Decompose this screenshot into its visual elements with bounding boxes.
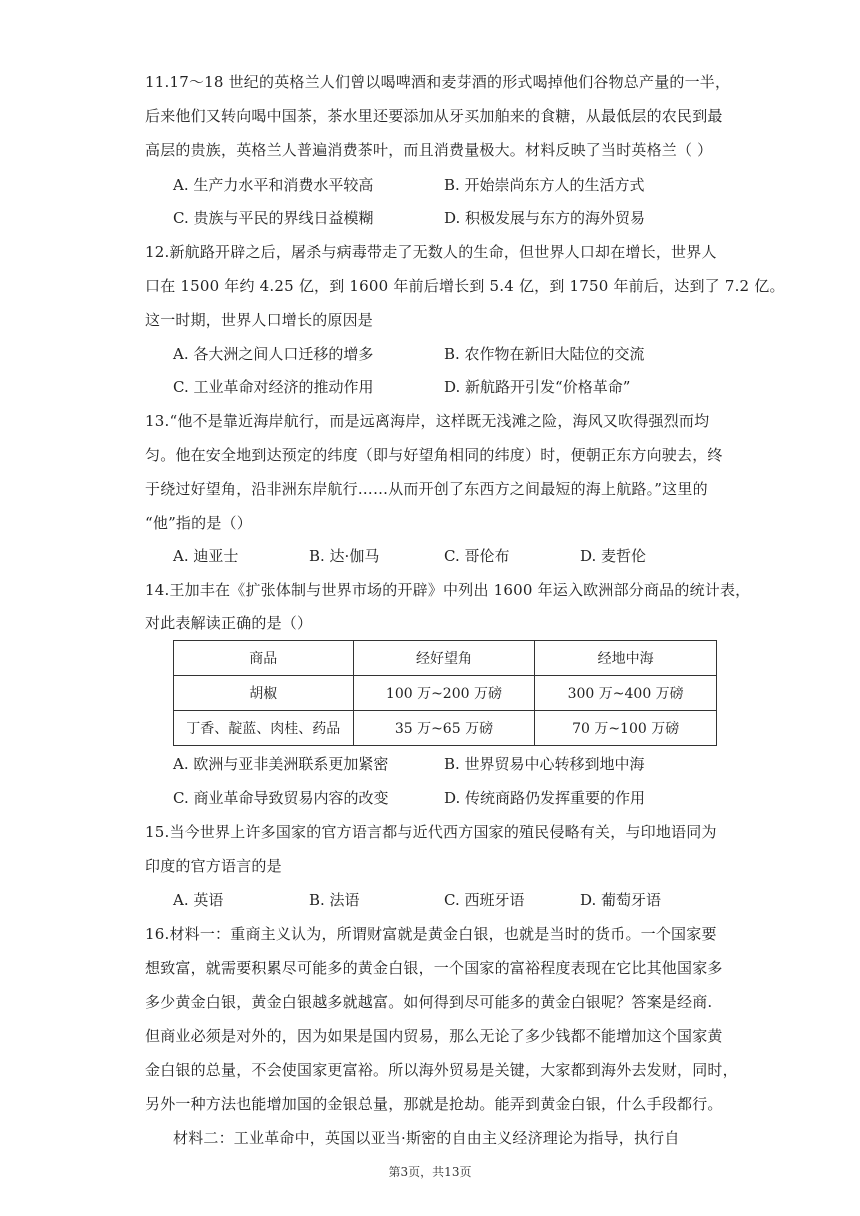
option-a: A. 生产力水平和消费水平较高 bbox=[173, 176, 374, 194]
option-c: C. 西班牙语 bbox=[444, 891, 525, 909]
table-header-cell: 商品 bbox=[174, 641, 354, 676]
table-cell: 丁香、靛蓝、肉桂、药品 bbox=[174, 711, 354, 746]
question-text-line: 高层的贵族，英格兰人普遍消费茶叶，而且消费量极大。材料反映了当时英格兰（ ） bbox=[145, 141, 713, 159]
table-header-row bbox=[174, 641, 717, 676]
table-cell: 胡椒 bbox=[174, 676, 354, 711]
question-text-line: 金白银的总量，不会使国家更富裕。所以海外贸易是关键，大家都到海外去发财，同时， bbox=[145, 1061, 738, 1079]
option-a: A. 各大洲之间人口迁移的增多 bbox=[173, 345, 374, 363]
option-d: D. 新航路开引发“价格革命” bbox=[444, 378, 631, 396]
question-text-line: 另外一种方法也能增加国的金银总量，那就是抢劫。能弄到黄金白银，什么手段都行。 bbox=[145, 1095, 723, 1113]
table-cell: 100 万~200 万磅 bbox=[353, 676, 535, 711]
option-b: B. 达·伽马 bbox=[309, 547, 380, 565]
table-cell: 35 万~65 万磅 bbox=[353, 711, 535, 746]
table-cell: 70 万~100 万磅 bbox=[535, 711, 717, 746]
question-text-line: 于绕过好望角，沿非洲东岸航行……从而开创了东西方之间最短的海上航路。”这里的 bbox=[145, 480, 708, 498]
question-text-line: 13.“他不是靠近海岸航行，而是远离海岸，这样既无浅滩之险，海风又吹得强烈而均 bbox=[145, 412, 710, 430]
question-text-line: 口在 1500 年约 4.25 亿，到 1600 年前后增长到 5.4 亿，到 1750 年前后，达到了 7.2 亿。 bbox=[145, 277, 785, 295]
option-c: C. 哥伦布 bbox=[444, 547, 510, 565]
table-row bbox=[174, 676, 717, 711]
question-text-line: 想致富，就需要积累尽可能多的黄金白银，一个国家的富裕程度表现在它比其他国家多 bbox=[145, 959, 723, 977]
option-d: D. 积极发展与东方的海外贸易 bbox=[444, 209, 646, 227]
option-c: C. 工业革命对经济的推动作用 bbox=[173, 378, 374, 396]
question-text-line: “他”指的是（） bbox=[145, 514, 252, 532]
option-b: B. 农作物在新旧大陆位的交流 bbox=[444, 345, 645, 363]
question-text-line: 14.王加丰在《扩张体制与世界市场的开辟》中列出 1600 年运入欧洲部分商品的统计表， bbox=[145, 581, 751, 599]
option-b: B. 法语 bbox=[309, 891, 360, 909]
option-d: D. 麦哲伦 bbox=[580, 547, 647, 565]
option-b: B. 开始崇尚东方人的生活方式 bbox=[444, 176, 645, 194]
question-text-line: 匀。他在安全地到达预定的纬度（即与好望角相同的纬度）时，便朝正东方向驶去，终 bbox=[145, 446, 723, 464]
option-a: A. 迪亚士 bbox=[173, 547, 239, 565]
question-text-line: 但商业必须是对外的，因为如果是国内贸易，那么无论了多少钱都不能增加这个国家黄 bbox=[145, 1027, 723, 1045]
table-cell: 300 万~400 万磅 bbox=[535, 676, 717, 711]
question-text-line: 多少黄金白银，黄金白银越多就越富。如何得到尽可能多的黄金白银呢？答案是经商. bbox=[145, 993, 713, 1011]
question-text-line: 对此表解读正确的是（） bbox=[145, 614, 313, 632]
option-c: C. 贵族与平民的界线日益模糊 bbox=[173, 209, 374, 227]
question-text-line: 12.新航路开辟之后，屠杀与病毒带走了无数人的生命，但世界人口却在增长，世界人 bbox=[145, 243, 717, 261]
question-text-line: 后来他们又转向喝中国茶，茶水里还要添加从牙买加舶来的食糖，从最低层的农民到最 bbox=[145, 107, 723, 125]
table-row bbox=[174, 711, 717, 746]
table-header-cell: 经地中海 bbox=[535, 641, 717, 676]
commodity-statistics-table bbox=[173, 640, 717, 746]
option-a: A. 欧洲与亚非美洲联系更加紧密 bbox=[173, 755, 389, 773]
table-header-cell: 经好望角 bbox=[353, 641, 535, 676]
option-b: B. 世界贸易中心转移到地中海 bbox=[444, 755, 645, 773]
question-text-line: 11.17～18 世纪的英格兰人们曾以喝啤酒和麦芽酒的形式喝掉他们谷物总产量的一半， bbox=[145, 73, 731, 91]
option-d: D. 葡萄牙语 bbox=[580, 891, 662, 909]
question-text-line: 印度的官方语言的是 bbox=[145, 857, 282, 875]
option-c: C. 商业革命导致贸易内容的改变 bbox=[173, 789, 389, 807]
question-text-line: 15.当今世界上许多国家的官方语言都与近代西方国家的殖民侵略有关，与印地语同为 bbox=[145, 823, 717, 841]
option-a: A. 英语 bbox=[173, 891, 224, 909]
page-footer: 第3页，共13页 bbox=[388, 1165, 472, 1179]
question-text-line: 这一时期，世界人口增长的原因是 bbox=[145, 311, 374, 329]
option-d: D. 传统商路仍发挥重要的作用 bbox=[444, 789, 646, 807]
question-text-line: 材料二：工业革命中，英国以亚当·斯密的自由主义经济理论为指导，执行自 bbox=[173, 1129, 680, 1147]
question-text-line: 16.材料一：重商主义认为，所谓财富就是黄金白银，也就是当时的货币。一个国家要 bbox=[145, 925, 717, 943]
